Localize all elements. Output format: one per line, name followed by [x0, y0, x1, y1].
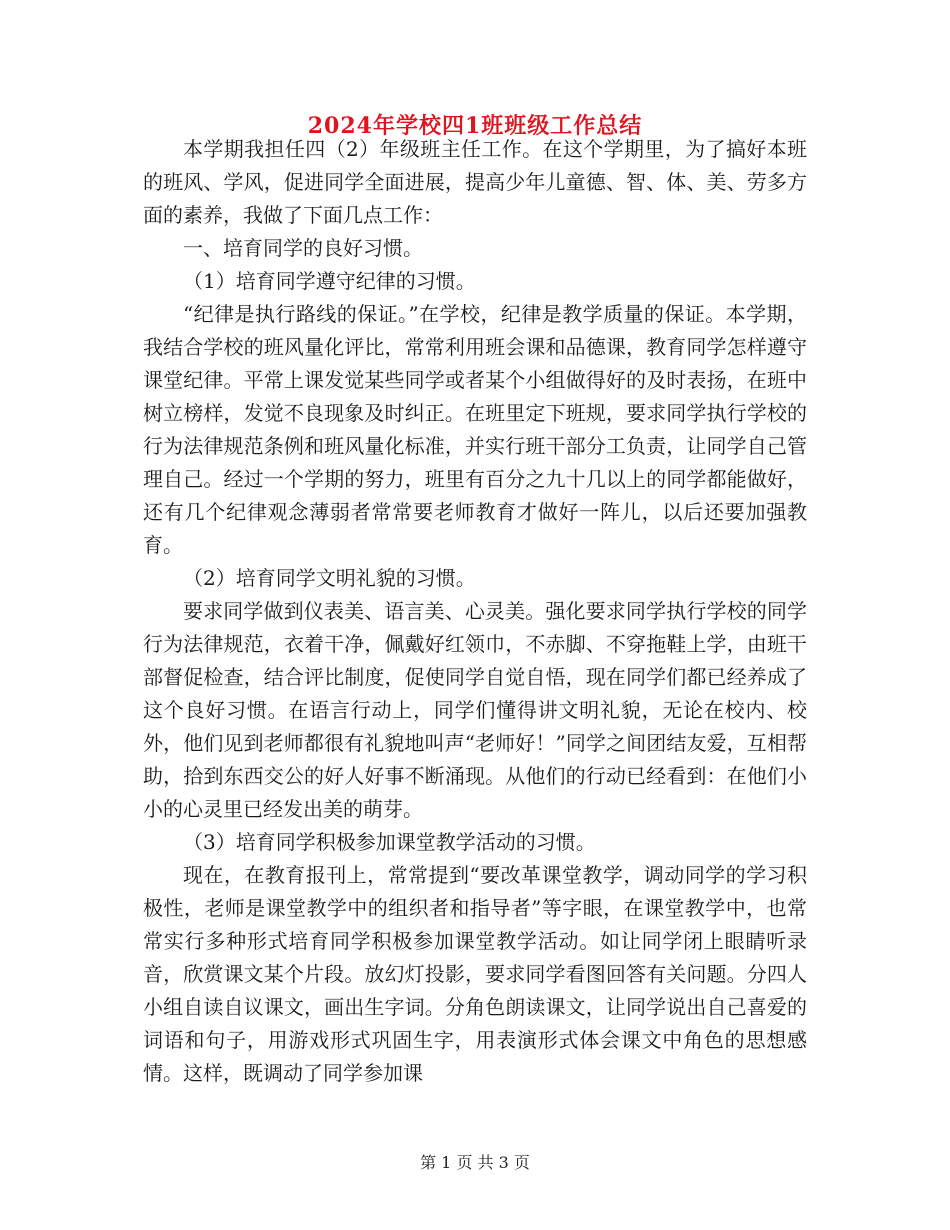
document-title: 2024年学校四1班班级工作总结: [307, 113, 643, 139]
subheading-courtesy: （2）培育同学文明礼貌的习惯。: [183, 566, 476, 590]
paragraph-discipline: “纪律是执行路线的保证。”在学校，纪律是教学质量的保证。本学期，我结合学校的班风量化评比，常常利用班会课和品德课，教育同学怎样遵守课堂纪律。平常上课发觉某些同学或者某个小组做得好的及时表扬，在班中树立榜样，发觉不良现象及时纠正。在班里定下班规，要求同学执行学校的行为法律规范条例和班风量化标准，并实行班干部分工负责，让同学自己管理自己。经过一个学期的努力，班里有百分之九十几以上的同学都能做好，还有几个纪律观念薄弱者常常要老师教育才做好一阵儿，以后还要加强教育。: [143, 302, 807, 557]
subheading-discipline: （1）培育同学遵守纪律的习惯。: [183, 269, 476, 293]
subheading-participation: （3）培育同学积极参加课堂教学活动的习惯。: [183, 830, 596, 854]
paragraph-intro: 本学期我担任四（2）年级班主任工作。在这个学期里，为了搞好本班的班风、学风，促进同学全面进展，提高少年儿童德、智、体、美、劳多方面的素养，我做了下面几点工作：: [143, 137, 807, 227]
paragraph-participation: 现在，在教育报刊上，常常提到“要改革课堂教学，调动同学的学习积极性，老师是课堂教学中的组织者和指导者”等字眼，在课堂教学中，也常常实行多种形式培育同学积极参加课堂教学活动。如让同学闭上眼睛听录音，欣赏课文某个片段。放幻灯投影，要求同学看图回答有关问题。分四人小组自读自议课文，画出生字词。分角色朗读课文，让同学说出自己喜爱的词语和句子，用游戏形式巩固生字，用表演形式体会课文中角色的思想感情。这样，既调动了同学参加课: [143, 863, 807, 1085]
paragraph-courtesy: 要求同学做到仪表美、语言美、心灵美。强化要求同学执行学校的同学行为法律规范，衣着干净，佩戴好红领巾，不赤脚、不穿拖鞋上学，由班干部督促检查，结合评比制度，促使同学自觉自悟，现在同学们都已经养成了这个良好习惯。在语言行动上，同学们懂得讲文明礼貌，无论在校内、校外，他们见到老师都很有礼貌地叫声“老师好！”同学之间团结友爱，互相帮助，拾到东西交公的好人好事不断涌现。从他们的行动已经看到：在他们小小的心灵里已经发出美的萌芽。: [143, 599, 807, 821]
document-body: [143, 133, 807, 1090]
section-heading-1: 一、培育同学的良好习惯。: [183, 236, 423, 260]
page-number-footer: 第 1 页 共 3 页: [420, 1153, 530, 1172]
